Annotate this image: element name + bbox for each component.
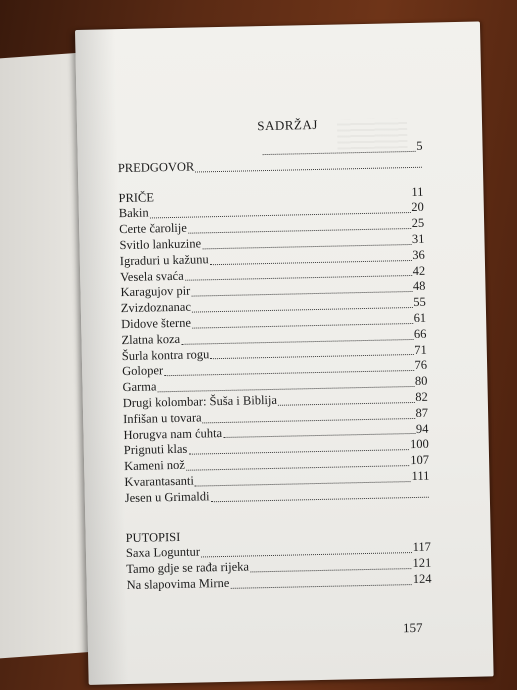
entry-title: Prignuti klas bbox=[123, 442, 188, 458]
toc-title: SADRŽAJ bbox=[257, 116, 318, 134]
dot-leader bbox=[278, 401, 414, 406]
entry-page: 107 bbox=[410, 452, 430, 468]
entry-title: Garma bbox=[122, 379, 157, 395]
page-number: 157 bbox=[402, 619, 423, 636]
entry-title: Na slapovima Mirne bbox=[126, 575, 230, 592]
entry-page: 66 bbox=[413, 326, 427, 341]
entry-title: Karagujov pir bbox=[120, 284, 191, 300]
section-heading-title: PRIČE bbox=[118, 189, 155, 205]
entry-title: Goloper bbox=[122, 363, 164, 379]
entry-page: 48 bbox=[412, 279, 426, 294]
entry-page: 61 bbox=[413, 310, 427, 325]
entry-page: 5 bbox=[416, 138, 423, 153]
entry-title: Zvizdoznanac bbox=[120, 299, 192, 316]
dot-leader bbox=[263, 150, 416, 155]
section-heading-page: 11 bbox=[411, 184, 424, 199]
dot-leader bbox=[195, 165, 422, 172]
entry-title: Vesela svaća bbox=[120, 268, 184, 284]
entry-page: 117 bbox=[412, 539, 432, 555]
entry-title: Bakin bbox=[118, 205, 149, 221]
entry-title: Horugva nam ćuhta bbox=[123, 425, 223, 442]
entry-page: 80 bbox=[414, 373, 428, 389]
entry-page: 36 bbox=[412, 247, 425, 262]
entry-page: 42 bbox=[412, 263, 426, 278]
entry-page: 100 bbox=[409, 437, 429, 452]
entry-title: Svitlo lankuzine bbox=[119, 236, 202, 253]
entry-title: Drugi kolombar: Šuša i Biblija bbox=[122, 392, 278, 411]
entry-title: Certe čarolije bbox=[119, 220, 187, 237]
entry-page: 87 bbox=[415, 405, 429, 420]
entry-title: Saxa Loguntur bbox=[125, 544, 201, 561]
entry-page: 20 bbox=[411, 200, 424, 215]
entry-page: 111 bbox=[411, 468, 430, 483]
entry-title: PREDGOVOR bbox=[117, 159, 195, 175]
entry-title: Igraduri u kažunu bbox=[119, 252, 209, 268]
section-putopisi bbox=[125, 524, 431, 594]
entry-page: 82 bbox=[415, 389, 428, 404]
entry-title: Infišan u tovara bbox=[123, 410, 202, 426]
entry-title: Kameni nož bbox=[123, 457, 186, 474]
entry-title: Šurla kontra rogu bbox=[121, 346, 210, 363]
entry-title: Zlatna koza bbox=[121, 331, 181, 347]
section-price bbox=[118, 184, 430, 506]
entry-title: Kvarantasanti bbox=[124, 473, 195, 489]
entry-page: 94 bbox=[415, 421, 429, 436]
entry-title: Didove šterne bbox=[121, 315, 192, 332]
entry-page: 55 bbox=[413, 294, 426, 310]
entry-page: 31 bbox=[411, 231, 425, 246]
entry-page: 71 bbox=[414, 342, 427, 357]
dot-leader bbox=[230, 583, 411, 589]
entry-page: 76 bbox=[414, 358, 428, 373]
entry-title: Jesen u Grimaldi bbox=[124, 489, 210, 505]
section-predgovor bbox=[117, 139, 423, 177]
entry-page: 121 bbox=[412, 555, 432, 571]
table-of-contents bbox=[117, 115, 432, 594]
entry-page: 124 bbox=[412, 571, 432, 586]
entry-title: Tamo gdje se rađa rijeka bbox=[126, 559, 250, 577]
dot-leader bbox=[211, 495, 429, 502]
section-heading-title: PUTOPISI bbox=[125, 529, 181, 545]
book-page bbox=[75, 22, 494, 685]
entry-page: 25 bbox=[411, 215, 425, 231]
